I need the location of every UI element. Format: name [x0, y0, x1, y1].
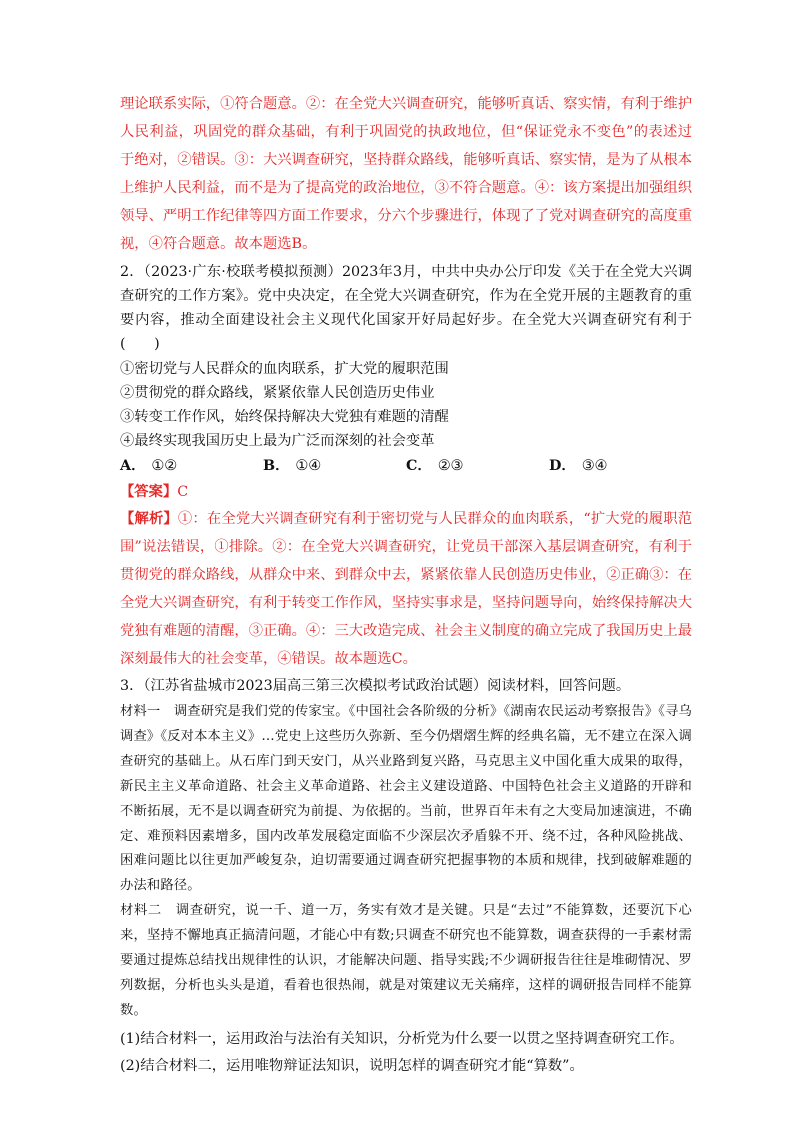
option-c: C． ②③ — [406, 458, 464, 474]
sub-question-2: (2)结合材料二，运用唯物辩证法知识，说明怎样的调查研究才能“算数”。 — [120, 1057, 584, 1074]
material-1: 材料一 调查研究是我们党的传家宝。《中国社会各阶级的分析》《湖南农民运动考察报告》《寻乌调查》《反对本本主义》…党史上这些历久弥新、至今仍熠熠生辉的经典名篇，无不建立在深入调查研究的基础上。从石库门到天安门，从兴业路到复兴路，马克思主义中国化重大成果的取得，新民主主义革命道路、社会主义革命道路、社会主义建设道路、中国特色社会主义道路的开辟和不断拓展，无不是以调查研究为前提、为依据的。当前，世界百年未有之大变局加速演进，不确定、难预料因素增多，国内改革发展稳定面临不少深层次矛盾躲不开、绕不过，各种风险挑战、困难问题比以往更加严峻复杂，迫切需要通过调查研究把握事物的本质和规律，找到破解难题的办法和路径。 — [120, 704, 692, 894]
option-a: A． ①② — [120, 458, 178, 474]
question-2-options — [120, 454, 692, 479]
statement-4: ④最终实现我国历史上最为广泛而深刻的社会变革 — [120, 433, 435, 449]
answer-value: C — [177, 484, 189, 500]
option-d: D． ③④ — [549, 458, 608, 474]
question-2-stem: 2．（2023·广东·校联考模拟预测）2023年3月，中共中央办公厅印发《关于在全党大兴调查研究的工作方案》。党中央决定，在全党大兴调查研究，作为在全党开展的主题教育的重要内容，推动全面建设社会主义现代化国家开好局起好步。在全党大兴调查研究有利于( ) — [120, 264, 692, 352]
material-2: 材料二 调查研究，说一千、道一万，务实有效才是关键。只是“去过”不能算数，还要沉下心来，坚持不懈地真正搞清问题，才能心中有数;只调查不研究也不能算数，调查获得的一手素材需要通过提炼总结找出规律性的认识，才能解决问题、指导实践;不少调研报告往往是堆砌情况、罗列数据，分析也头头是道，看着也很热闹，就是对策建议无关痛痒，这样的调研报告同样不能算数。 — [120, 903, 692, 1018]
statement-2: ②贯彻党的群众路线，紧紧依靠人民创造历史伟业 — [120, 385, 435, 401]
document-page — [120, 92, 692, 1080]
answer-tag: 【答案】 — [120, 484, 178, 500]
question-3 — [120, 673, 692, 1080]
analysis-text: ①：在全党大兴调查研究有利于密切党与人民群众的血肉联系，“扩大党的履职范围”说法错误，①排除。②：在全党大兴调查研究，让党员干部深入基层调查研究，有利于贯彻党的群众路线，从群众中来、到群众中去，紧紧依靠人民创造历史伟业，②正确③：在全党大兴调查研究，有利于转变工作作风，坚持实事求是，坚持问题导向，始终保持解决大党独有难题的清醒，③正确。④：三大改造完成、社会主义制度的确立完成了我国历史上最深刻最伟大的社会变革，④错误。故本题选C。 — [120, 511, 692, 667]
statement-3: ③转变工作作风，始终保持解决大党独有难题的清醒 — [120, 409, 449, 425]
option-b: B． ①④ — [263, 458, 322, 474]
question-2-statements — [120, 357, 692, 453]
sub-question-1: (1)结合材料一，运用政治与法治有关知识，分析党为什么要一以贯之坚持调查研究工作。 — [120, 1030, 684, 1047]
question-3-stem: 3．（江苏省盐城市2023届高三第三次模拟考试政治试题）阅读材料，回答问题。 — [120, 678, 631, 694]
question-2-answer — [120, 480, 692, 504]
analysis-tag: 【解析】 — [120, 511, 178, 527]
question-2 — [120, 260, 692, 673]
previous-question-analysis: 理论联系实际，①符合题意。②：在全党大兴调查研究，能够听真话、察实情，有利于维护人民利益，巩固党的群众基础，有利于巩固党的执政地位，但“保证党永不变色”的表述过于绝对，②错误。③：大兴调查研究，坚持群众路线，能够听真话、察实情，是为了从根本上维护人民利益，而不是为了提高党的政治地位，③不符合题意。④：该方案提出加强组织领导、严明工作纪律等四方面工作要求，分六个步骤进行，体现了了党对调查研究的高度重视，④符合题意。故本题选B。 — [120, 96, 692, 252]
question-2-analysis — [120, 505, 692, 673]
statement-1: ①密切党与人民群众的血肉联系，扩大党的履职范围 — [120, 361, 449, 377]
